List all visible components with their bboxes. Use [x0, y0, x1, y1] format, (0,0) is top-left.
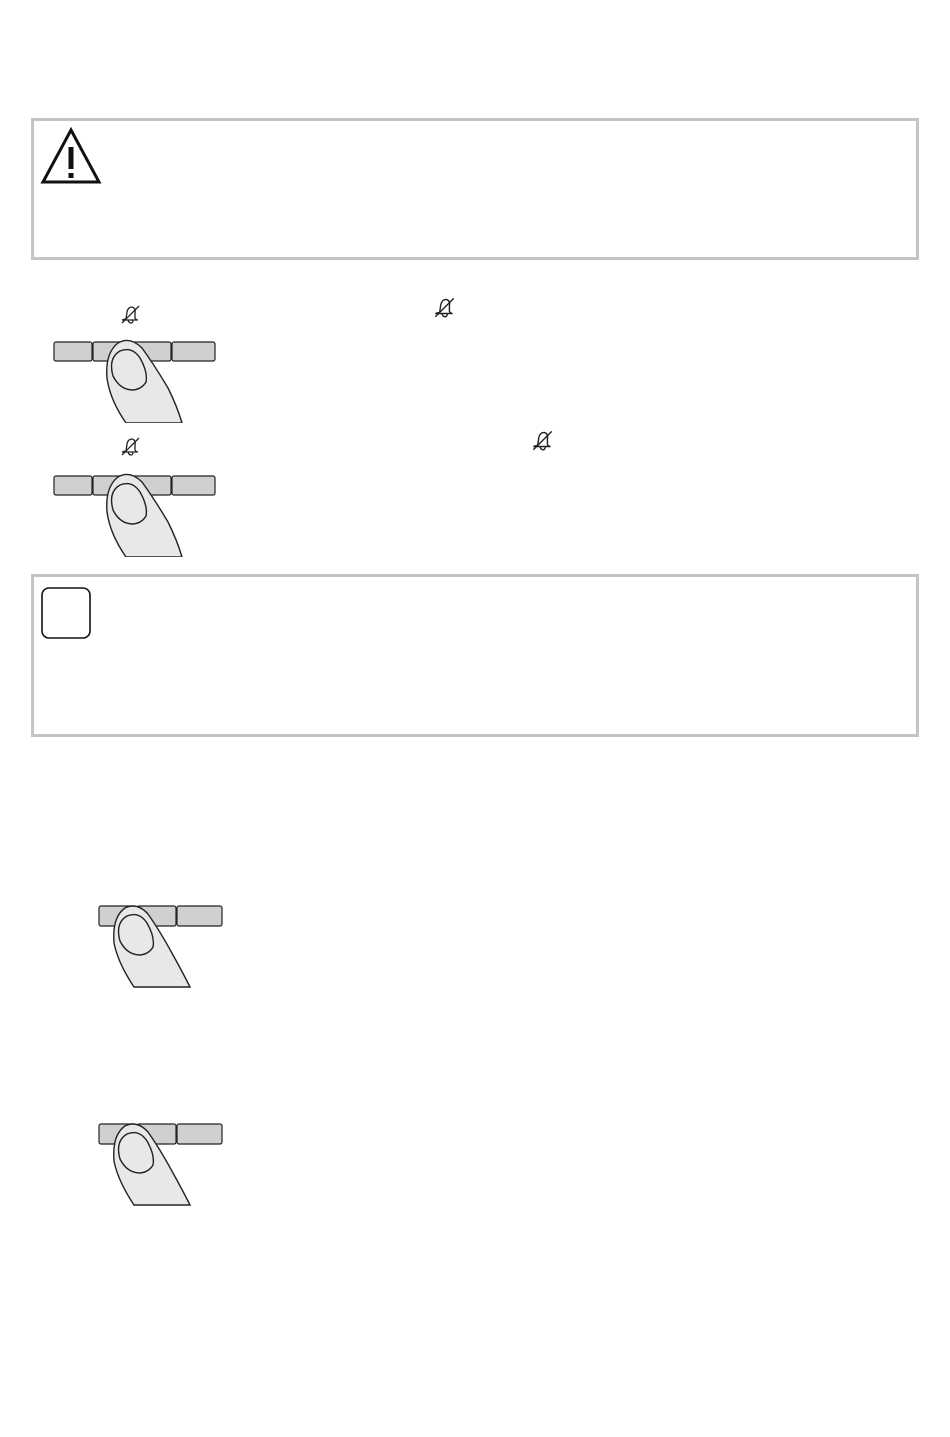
alarm-off-bell-icon: [118, 434, 142, 458]
warning-triangle-icon: [40, 127, 102, 185]
button-row: [50, 472, 225, 557]
step-illustration-2: [50, 432, 225, 557]
button-row: [96, 1121, 226, 1209]
info-square-icon: [40, 586, 92, 640]
alarm-off-bell-icon: [431, 294, 457, 320]
button-row: [96, 903, 226, 991]
warning-box: [31, 118, 919, 260]
step-illustration-1: [50, 298, 225, 423]
step-illustration-4: [96, 1121, 226, 1209]
button-row: [50, 338, 225, 423]
info-box: [31, 574, 919, 737]
alarm-off-bell-icon: [529, 427, 555, 453]
step-illustration-3: [96, 903, 226, 991]
alarm-off-bell-icon: [118, 302, 142, 326]
